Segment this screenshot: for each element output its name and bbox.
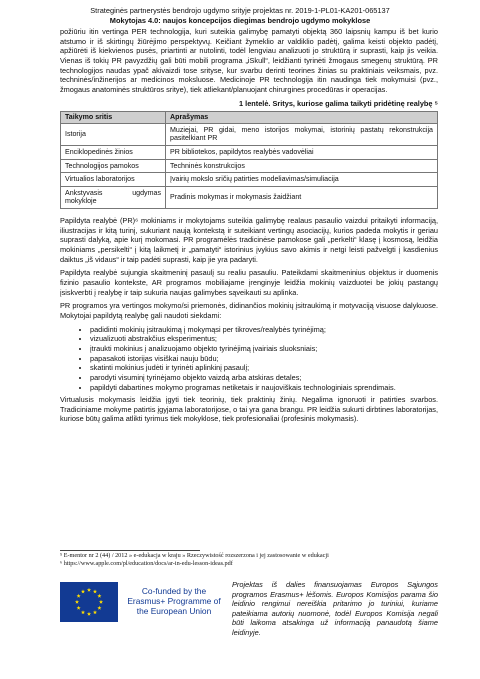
list-item: • parodyti visuminį tyrinėjamo objekto vaizdą arba atskiras detales; xyxy=(90,373,438,383)
eu-flag-star xyxy=(93,610,97,614)
table-row xyxy=(61,159,438,173)
list-item: • įtraukti mokinius į analizuojamo objekto tyrinėjimą įvairiais sluoksniais; xyxy=(90,344,438,354)
table-cell-description: Įvairių mokslo sričių patirties modeliavimas/simuliacija xyxy=(166,173,438,187)
table-cell-area: Enciklopedinės žinios xyxy=(61,146,166,160)
eu-flag-star xyxy=(97,594,101,598)
table-header-area: Taikymo sritis xyxy=(61,112,166,124)
eu-flag-star xyxy=(77,606,81,610)
eu-cofunded-text: Co-funded by the Erasmus+ Programme of the European Union xyxy=(127,586,221,616)
table-row xyxy=(61,186,438,208)
paragraph-per-technology: požiūriu itin vertinga PER technologija, kuri suteikia galimybę pamatyti objektą 360 laipsnių kampu iš bet kurio atstumo ir iš skirtingų žiūrėjimo perspektyvų. Keičiant žymeklio ar valdiklio padėtį, galima keisti objekto padėtį, apžiūrėti iš kiekvienos pusės, priartinti ar nutolinti, todėl lengviau analizuoti jo struktūrą ir suprasti, kaip jis veikia. Vienas iš tokių PR pavyzdžių gali būti mobili programa „iSkull“, leidžianti tyrinėti žmogaus smegenų struktūrą. PR technologijos naudas ypač akivaizdi tose srityse, kur svarbu derinti teorines žinias su praktiniais veiksmais, pvz. techninės/inžinerijos ar medicinos moksluose. Medicinoje PR technologija itin naudinga tiek mokymuisi (pvz., žmogaus anatominės struktūros sritye), tiek atliekant/planuojant chirurgines procedūras ir operacijas. xyxy=(60,27,438,94)
paragraph-augmented-reality: Papildyta realybė (PR)⁶ mokiniams ir mokytojams suteikia galimybę realaus pasaulio vaizdui pritaikyti informaciją, iliustracijas ir kitą turinį, sukuriant naują kontekstą ir suteikiant vertingų asociacijų, kurios padeda mokytis ir geriau suprasti dalyką, apie kurį mokomasi. PR programėlės tradicinėse pamokose gali „perkelti“ klasę į kosmosą, leidžia mokiniams „persikelti“ į kitą laikmetį ir „pamatyti“ istorinius įvykius savo akimis ir netgi leisti pažvelgti į kasdienius daiktus „iš vidaus“ ir taip padėti suprasti, kaip jie yra padaryti. xyxy=(60,216,438,264)
header-title-line: Mokytojas 4.0: naujos koncepcijos diegimas bendrojo ugdymo mokyklose xyxy=(109,15,371,25)
eu-flag-star xyxy=(93,589,97,593)
table-row xyxy=(61,173,438,187)
eu-flag-icon xyxy=(60,582,118,622)
goals-list xyxy=(60,325,438,393)
eu-flag-star xyxy=(97,606,101,610)
document-body xyxy=(60,27,438,428)
eu-cofunded-logo xyxy=(60,580,220,626)
table-cell-area: Istorija xyxy=(61,123,166,145)
table-cell-area: Technologijos pamokos xyxy=(61,159,166,173)
table-cell-area: Virtualios laboratorijos xyxy=(61,173,166,187)
eu-flag-star xyxy=(87,612,91,616)
eu-flag-star xyxy=(77,594,81,598)
table-cell-description: Techninės konstrukcijos xyxy=(166,159,438,173)
table-row xyxy=(61,123,438,145)
page-header xyxy=(20,6,460,25)
eu-flag-star xyxy=(81,589,85,593)
table-cell-description: Pradinis mokymas ir mokymasis žaidžiant xyxy=(166,186,438,208)
header-project-line: Strateginės partnerystės bendrojo ugdymo srityje projektas nr. 2019-1-PL01-KA201-065137 xyxy=(90,6,390,15)
footnote-5: ⁵ E-mentor nr 2 (44) / 2012 » e-edukacja w kraju » Rzeczywistość rozszerzona i jej zastosowanie w edukacji xyxy=(60,552,329,559)
table-cell-description: Muziejai, PR gidai, meno istorijos mokymai, istorinių pastatų rekonstrukcija pasitelkiant PR xyxy=(166,123,438,145)
list-item: • papasakoti istorijas visiškai nauju būdu; xyxy=(90,354,438,364)
eu-flag-star xyxy=(87,588,91,592)
table-cell-description: PR bibliotekos, papildytos realybės vadovėliai xyxy=(166,146,438,160)
eu-flag-star xyxy=(81,610,85,614)
list-item: • vizualizuoti abstrakčius eksperimentus; xyxy=(90,334,438,344)
eu-flag-star xyxy=(99,600,103,604)
list-item: • padidinti mokinių įsitraukimą į mokymąsi per tikroves/realybės tyrinėjimą; xyxy=(90,325,438,335)
list-item: • skatinti mokinius judėti ir tyrinėti aplinkinį pasaulį; xyxy=(90,363,438,373)
footnote-divider xyxy=(60,550,200,551)
paragraph-virtual-learning: Virtualusis mokymasis leidžia įgyti tiek teorinių, tiek praktinių žinių. Negalima ignoruoti ir patirties svarbos. Tradiciniame mokyme patirtis įgyjama laboratorijose, o tai yra gana brangu. PR leidžia sukurti dirbtines laboratorijas, kuriose būtų galima atlikti tyrimus tiek mokyklose, tiek profesionaliai (profesinis mokymasis). xyxy=(60,395,438,424)
paragraph-ar-programs: PR programos yra vertingos mokymo/si priemonės, didinančios mokinių įsitraukimą ir motyvaciją visuose dalykuose. Mokytojai papildytą realybę gali naudoti siekdami: xyxy=(60,301,438,320)
paragraph-digital-real-world: Papildyta realybė sujungia skaitmeninį pasaulį su realiu pasauliu. Pateikdami skaitmeninius objektus ir duomenis fizinio pasaulio kontekste, AR programos mobiliajame įrenginyje leidžia mokinių vaizduotei be jokių pastangų įsiskverbti į realybę ir taip sukuria naujas galimybes sąveikauti su aplinka. xyxy=(60,268,438,297)
table-header-row xyxy=(61,112,438,124)
footnote-6: ⁶ https://www.apple.com/pl/education/docs/ar-in-edu-lesson-ideas.pdf xyxy=(60,560,233,567)
list-item: • papildyti dabartines mokymo programas netiketais ir naujoviškais technologiniais sprendimais. xyxy=(90,383,438,393)
ar-areas-table xyxy=(60,111,438,209)
eu-flag-star xyxy=(75,600,79,604)
table-caption: 1 lentelė. Sritys, kuriose galima taikyti pridėtinę realybę ⁵ xyxy=(239,98,438,108)
table-cell-area: Ankstyvasis ugdymas mokykloje xyxy=(61,186,166,208)
table-row xyxy=(61,146,438,160)
table-header-description: Aprašymas xyxy=(166,112,438,124)
funding-disclaimer: Projektas iš dalies finansuojamas Europos Sąjungos programos Erasmus+ lėšomis. Europos Komisijos parama šio leidinio rengimui nereiškia pritarimo jo turiniui, kuriame pateikiama autorių nuomonė, todėl Europos Komisija negali būti laikoma atsakinga už informaciją panaudotą šiame leidinyje. xyxy=(232,580,438,637)
